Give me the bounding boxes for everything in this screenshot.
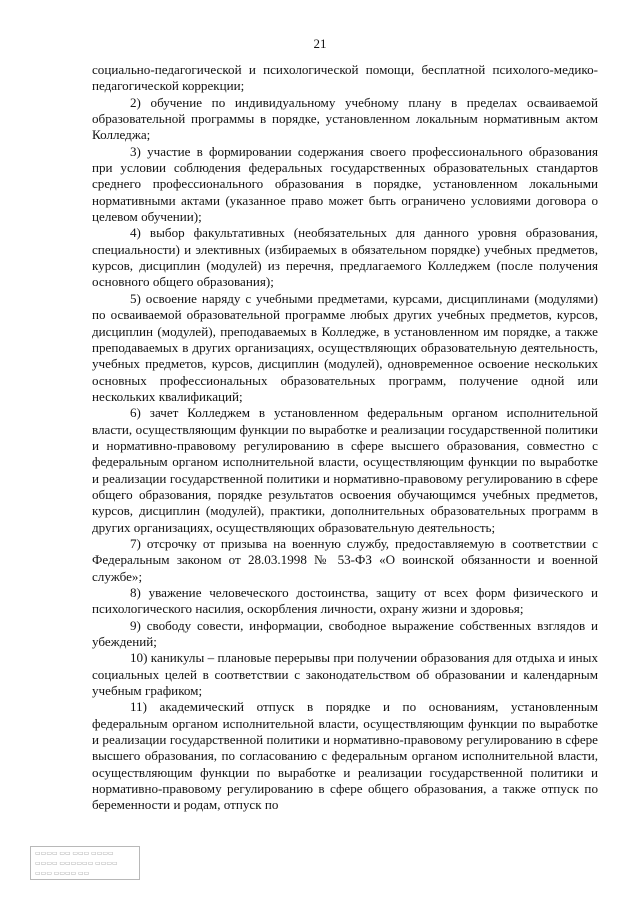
paragraph-item-6: 6) зачет Колледжем в установленном федеральным органом исполнительной власти, осуществляющим функции по выработке и реализации государственной политики и нормативно-правовому регулированию в сфере высшего образования, совместно с федеральным органом исполнительной власти, осуществляющим функции по выработке и реализации государственной политики и нормативно-правовому регулированию в сфере общего образования, порядке результатов освоения обучающимся учебных предметов, курсов, дисциплин (модулей), практики, дополнительных образовательных программ в других организациях, осуществляющих образовательную деятельность; xyxy=(92,405,598,535)
paragraph-item-11: 11) академический отпуск в порядке и по основаниям, установленным федеральным органом исполнительной власти, осуществляющим функции по выработке и реализации государственной политики и нормативно-правовому регулированию в сфере высшего образования, по согласованию с федеральным органом исполнительной власти, осуществляющим функции по выработке и реализации государственной политики и нормативно-правовому регулированию в сфере общего образования, а также отпуск по беременности и родам, отпуск по xyxy=(92,699,598,813)
faded-stamp: ▭▭▭▭ ▭▭ ▭▭▭ ▭▭▭▭ ▭▭▭▭ ▭▭▭▭▭▭ ▭▭▭▭ ▭▭▭ ▭▭▭▭ ▭▭ xyxy=(30,846,140,880)
paragraph-item-8: 8) уважение человеческого достоинства, защиту от всех форм физического и психологического насилия, оскорбления личности, охрану жизни и здоровья; xyxy=(92,585,598,617)
document-body xyxy=(92,62,598,814)
paragraph-item-9: 9) свободу совести, информации, свободное выражение собственных взглядов и убеждений; xyxy=(92,617,598,650)
paragraph-item-2: 2) обучение по индивидуальному учебному плану в пределах осваиваемой образовательной программы в порядке, установленном локальным нормативным актом Колледжа; xyxy=(92,94,598,143)
paragraph-item-3: 3) участие в формировании содержания своего профессионального образования при условии соблюдения федеральных государственных образовательных стандартов среднего профессионального образования в порядке, установленном локальными нормативными актами (указанное право может быть ограничено условиями договора о целевом обучении); xyxy=(92,143,598,225)
paragraph-item-7: 7) отсрочку от призыва на военную службу, предоставляемую в соответствии с Федеральным законом от 28.03.1998 № 53-ФЗ «О воинской обязанности и военной службе»; xyxy=(92,535,598,584)
page-number: 21 xyxy=(313,36,327,51)
paragraph-item-4: 4) выбор факультативных (необязательных для данного уровня образования, специальности) и элективных (избираемых в обязательном порядке) учебных предметов, курсов, дисциплин (модулей) из перечня, предлагаемого Колледжем (после получения основного общего образования); xyxy=(92,225,598,290)
paragraph-continuation: социально-педагогической и психологической помощи, бесплатной психолого-медико-педагогической коррекции; xyxy=(92,62,598,94)
paragraph-item-10: 10) каникулы – плановые перерывы при получении образования для отдыха и иных социальных целей в соответствии с законодательством об образовании и календарным учебным графиком; xyxy=(92,650,598,699)
paragraph-item-5: 5) освоение наряду с учебными предметами, курсами, дисциплинами (модулями) по осваиваемой образовательной программе любых других учебных предметов, курсов, дисциплин (модулей), преподаваемых в Колледже, в установленном им порядке, а также преподаваемых в других организациях, осуществляющих образовательную деятельность, учебных предметов, курсов, дисциплин (модулей), одновременное освоение нескольких основных профессиональных образовательных программ, получение одной или нескольких квалификаций; xyxy=(92,290,598,404)
